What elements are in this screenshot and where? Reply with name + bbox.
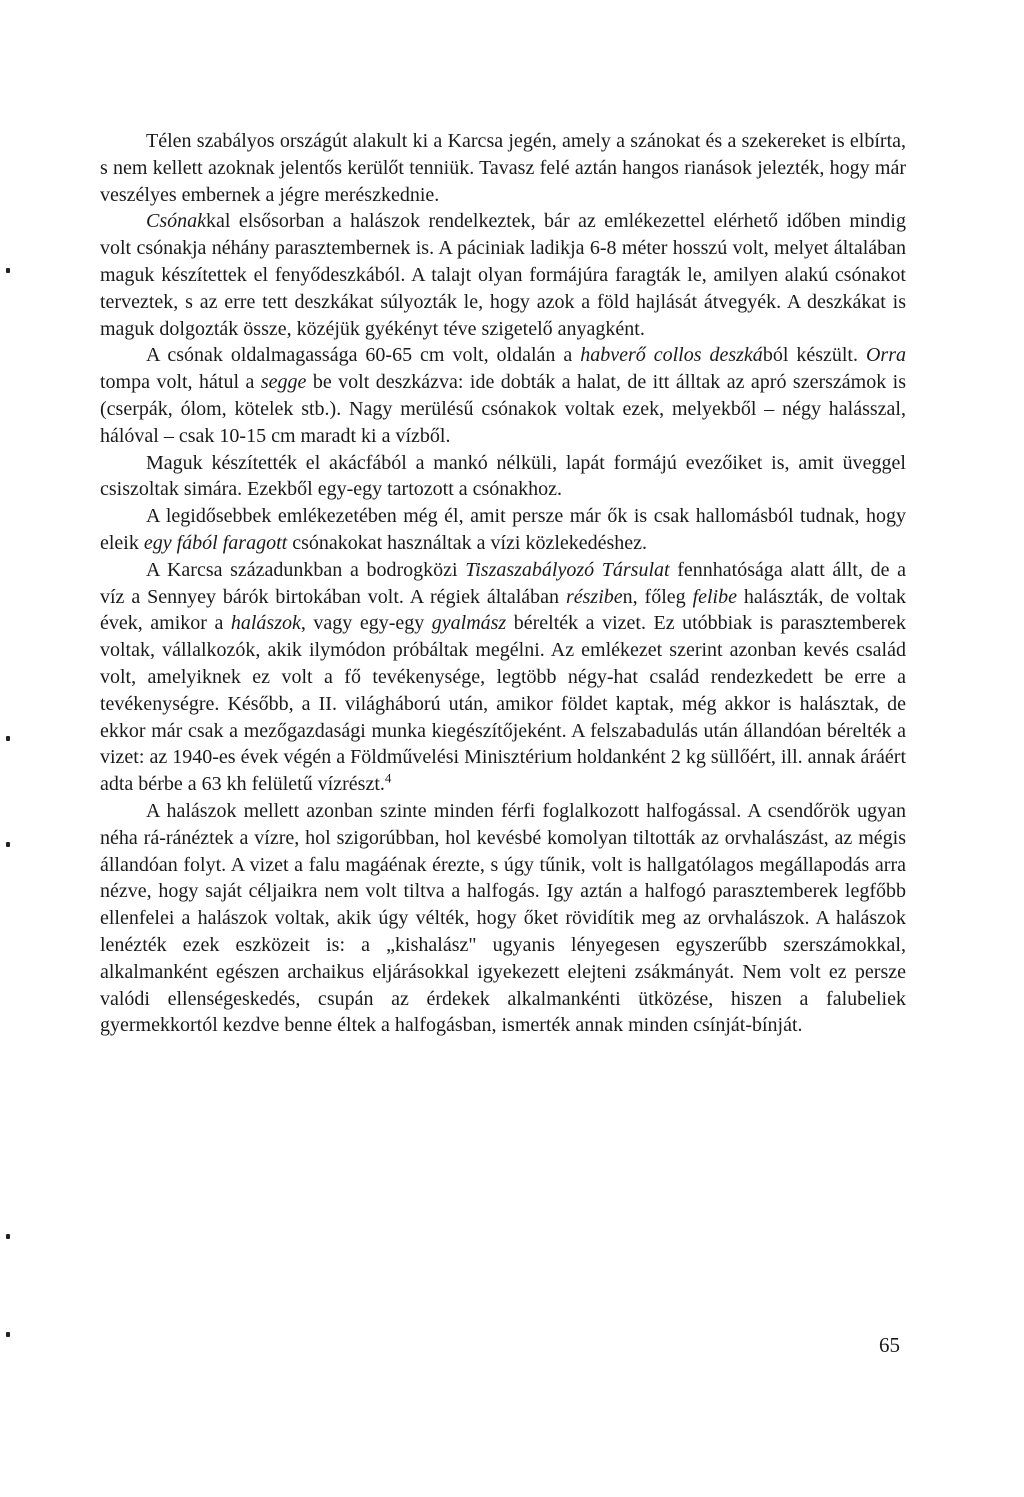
margin-mark [6, 268, 10, 273]
text-run: A legidősebbek emlékezetében még él, amit persze már ők is csak hallomásból tudnak, hogy eleik [100, 505, 906, 554]
text-run: kal elsősorban a halászok rendelkeztek, bár az emlékezettel elérhető időben mindig volt csónakja néhány parasztembernek is. A páciniak ladikja 6-8 méter hosszú volt, melyet általában maguk készítettek el fenyődeszkából. A talajt olyan formájúra faragták le, amilyen alakú csónakot terveztek, s az erre tett deszkákat súlyozták le, hogy azok a föld hajlását átvegyék. A deszkákat is maguk dolgozták össze, közéjük gyékényt téve szigetelő anyagként. [100, 210, 906, 340]
paragraph [100, 798, 906, 1039]
italic-term: Tiszaszabályozó Társulat [465, 558, 670, 581]
text-run: ból készült. [762, 344, 866, 367]
margin-mark [6, 1332, 10, 1337]
text-run: csónakokat használtak a vízi közlekedéshez. [287, 531, 648, 554]
italic-term: Csónak [146, 210, 206, 233]
page-number: 65 [879, 1333, 900, 1357]
text-run: tompa volt, hátul a [100, 371, 261, 394]
italic-term: halászok [230, 612, 301, 635]
italic-term: segge [260, 371, 307, 394]
italic-term: gyalmász [431, 612, 507, 635]
text-run: halászták, de voltak évek, amikor a [100, 585, 907, 635]
paragraph [100, 503, 906, 557]
text-run: be volt deszkázva: ide dobták a halat, de itt álltak az apró szerszámok is (cserpák, ólom, kötelek stb.). Nagy merülésű csónakok voltak ezek, melyekből – négy halásszal, hálóval – csak 10-15 cm maradt ki a vízből. [100, 371, 906, 447]
paragraph [100, 557, 906, 798]
paragraph [100, 450, 906, 504]
text-run: Maguk készítették el akácfából a mankó nélküli, lapát formájú evezőiket is, amit üveggel csiszoltak simára. Ezekből egy-egy tartozott a csónakhoz. [100, 451, 906, 501]
footnote-ref: 4 [384, 770, 392, 786]
text-run: fennhatósága alatt állt, de a víz a Sennyey bárók birtokában volt. A régiek általában [100, 558, 907, 608]
paragraph [100, 342, 906, 449]
margin-mark [6, 736, 10, 741]
margin-mark [6, 1234, 10, 1239]
italic-term: részibe [565, 585, 623, 608]
margin-mark [6, 842, 10, 847]
paragraph [100, 208, 906, 342]
text-run: A csónak oldalmagassága 60-65 cm volt, oldalán a [146, 344, 581, 367]
body-text [100, 128, 906, 1039]
text-run: A Karcsa századunkban a bodrogközi [146, 558, 466, 581]
italic-term: Orra [865, 344, 906, 367]
text-run: bérelték a vizet. Ez utóbbiak is parasztemberek voltak, vállalkozók, akik ilymódon próbáltak megélni. Az emlékezet szerint azonban kevés család volt, amelyiknek ez volt a fő tevékenysége, legtöbb négy-hat család rendezkedett be erre a tevékenységre. Később, a II. világháború után, amikor földet kaptak, még akkor is halásztak, de ekkor már csak a mezőgazdasági munka kiegészítőjeként. A felszabadulás után állandóan bérelték a vizet: az 1940-es évek végén a Földművelési Minisztérium holdanként 2 kg süllőért, ill. annak áráért adta bérbe a 63 kh felületű vízrészt. [100, 612, 906, 796]
text-run: n, főleg [622, 585, 693, 608]
text-run: A halászok mellett azonban szinte minden férfi foglalkozott halfogással. A csendőrök ugyan néha rá-ránéztek a vízre, hol szigorúbban, hol kevésbé komolyan tiltották az orvhalászást, az mégis állandóan folyt. A vizet a falu magáénak érezte, s úgy tűnik, volt is hallgatólagos megállapodás arra nézve, hogy saját céljaikra nem volt tiltva a halfogás. Igy aztán a halfogó parasztemberek legfőbb ellenfelei a halászok voltak, akik úgy vélték, hogy őket rövidítik meg az orvhalászok. A halászok lenézték ezek eszközeit is: a „kishalász" ugyanis lényegesen egyszerűbb szerszámokkal, alkalmanként egészen archaikus eljárásokkal igyekezett elejteni zsákmányát. Nem volt ez persze valódi ellenségeskedés, csupán az érdekek alkalmankénti ütközése, hiszen a falubeliek gyermekkortól kezdve benne éltek a halfogásban, ismerték annak minden csínját-bínját. [100, 799, 906, 1037]
text-run: Télen szabályos országút alakult ki a Karcsa jegén, amely a szánokat és a szekereket is elbírta, s nem kellett azoknak jelentős kerülőt tenniük. Tavasz felé aztán hangos rianások jelezték, hogy már veszélyes embernek a jégre merészkednie. [100, 130, 906, 206]
italic-term: felibe [692, 585, 737, 608]
paragraph [100, 128, 906, 208]
italic-term: egy fából faragott [143, 531, 288, 554]
text-run: , vagy egy-egy [300, 612, 432, 635]
italic-term: habverő collos deszká [580, 344, 763, 367]
